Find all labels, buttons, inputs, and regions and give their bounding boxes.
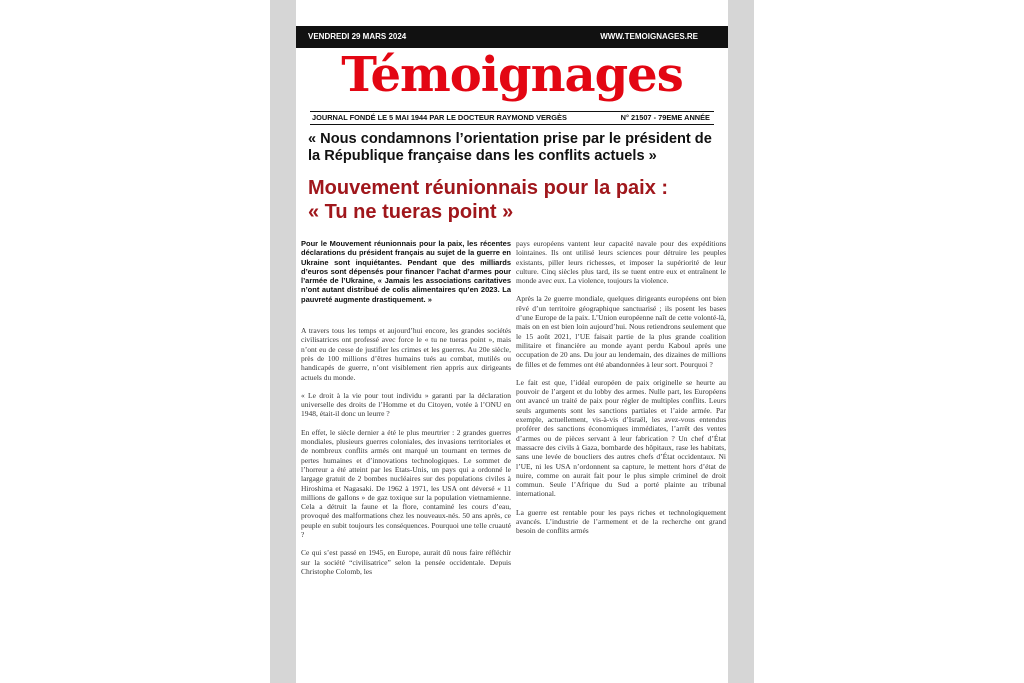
issue-number: N° 21507 - 79EME ANNÉE [620, 113, 710, 122]
body-paragraph: La guerre est rentable pour les pays riches et technologiquement avancés. L’industrie de l’armement et de la recherche ont grand besoin de conflits armés [516, 507, 726, 536]
body-paragraph: Après la 2e guerre mondiale, quelques dirigeants européens ont bien rêvé d’un territoire géographique sanctuarisé ; ils posent les bases d’une Europe de la paix. L’Union européenne naît de cette volonté-là, mais on en est bien loin aujourd’hui. Nous retiendrons seulement que le 15 août 2021, l’UE faisait partie de la plus grande coalition militaire et financière au monde ayant perdu Kaboul après une occupation de 20 ans. Du jour au lendemain, des dizaines de millions de filles et de femmes ont été abandonnées à leur sort. Pourquoi ? [516, 294, 726, 369]
body-paragraph: « Le droit à la vie pour tout individu » garanti par la déclaration universelle des droits de l’Homme et du Citoyen, votée à l’ONU en 1948, était-il donc un leurre ? [301, 390, 511, 419]
body-paragraph: Le fait est que, l’idéal européen de paix originelle se heurte au pouvoir de l’argent et du lobby des armes. Nulle part, les Européens ont avancé un traité de paix pour régler de multiples conflits. Leurs seuls arguments sont les sanctions partiales et l’aide armée. Par exemple, actuellement, vis-à-vis d’Israël, les avez-vous entendus proférer des sanctions économiques immédiates, l’arrêt des ventes d’armes ou de pièces servant à leur fabrication ? Un chef d’État massacre des civils à Gaza, bombarde des hôpitaux, rase les habitats, sans une levée de boucliers des autres chefs d’État occidentaux. Ni l’UE, ni les USA n’ordonnent sa capture, le mettent hors d’état de nuire, comme on aurait fait pour le plus simple criminel de droit commun. Seule l’Afrique du Sud a porté plainte au tribunal international. [516, 377, 726, 499]
article-title [308, 176, 718, 224]
body-paragraph: En effet, le siècle dernier a été le plus meurtrier : 2 grandes guerres mondiales, plusieurs guerres coloniales, des invasions territoriales et de nombreux conflits armés ont marqué un tournant en termes de pertes humaines et d’innovations technologiques. Le sommet de l’horreur a été atteint par les Etats-Unis, un pays qui a ordonné le largage gratuit de 2 bombes nucléaires sur des populations civiles à Hiroshima et Nagasaki. De 1962 à 1971, les USA ont déversé « 11 millions de gallons » de gaz toxique sur la population vietnamienne. Cela a détruit la faune et la flore, contaminé les cours d’eau, provoqué des malformations chez les nouveaux-nés. 50 ans après, ce peuple en subit toujours les conséquences. Pourquoi une telle cruauté ? [301, 427, 511, 540]
masthead-subbar [310, 111, 714, 125]
right-column [516, 239, 726, 683]
body-paragraph: pays européens vantent leur capacité navale pour des expéditions lointaines. Ils ont utilisé leurs sciences pour détruire les peuples existants, piller leurs richesses, et imposer la supériorité de leur culture. Cinq siècles plus tard, ils se tuent entre eux et entraînent le monde avec eux. La violence, toujours la violence. [516, 239, 726, 286]
article-title-line-1: Mouvement réunionnais pour la paix : [308, 177, 669, 199]
headline: « Nous condamnons l’orientation prise par le président de la République française dans les conflits actuels » [308, 131, 712, 164]
article-title-line-2: « Tu ne tueras point » [308, 201, 514, 223]
top-bar [296, 26, 728, 48]
newspaper-page [296, 0, 728, 683]
left-column [301, 239, 511, 683]
issue-date: VENDREDI 29 MARS 2024 [308, 32, 407, 41]
founded-text: JOURNAL FONDÉ LE 5 MAI 1944 PAR LE DOCTEUR RAYMOND VERGÈS [312, 113, 567, 122]
website-link[interactable]: WWW.TEMOIGNAGES.RE [600, 32, 698, 41]
body-paragraph: A travers tous les temps et aujourd’hui encore, les grandes sociétés civilisatrices ont professé avec force le « tu ne tueras point », mais n’ont eu de cesse de justifier les crimes et les guerres. Au 20e siècle, près de 100 millions d’êtres humains tués au combat, mutilés ou handicapés de guerre, n’ont visiblement rien appris aux dirigeants actuels du monde. [301, 326, 511, 382]
newspaper-logo: Témoignages [341, 47, 683, 103]
lead-paragraph: Pour le Mouvement réunionnais pour la paix, les récentes déclarations du président français au sujet de la guerre en Ukraine sont inquiétantes. Pendant que des milliards d’euros sont dépensés pour financer l’achat d’armes pour l’armée de l’Ukraine, « Jamais les associations caritatives n’ont autant distribué de colis alimentaires qu’en 2023. La pauvreté augmente drastiquement. » [301, 239, 511, 304]
body-paragraph: Ce qui s’est passé en 1945, en Europe, aurait dû nous faire réfléchir sur la société “civilisatrice” selon la pensée occidentale. Depuis Christophe Colomb, les [301, 548, 511, 576]
